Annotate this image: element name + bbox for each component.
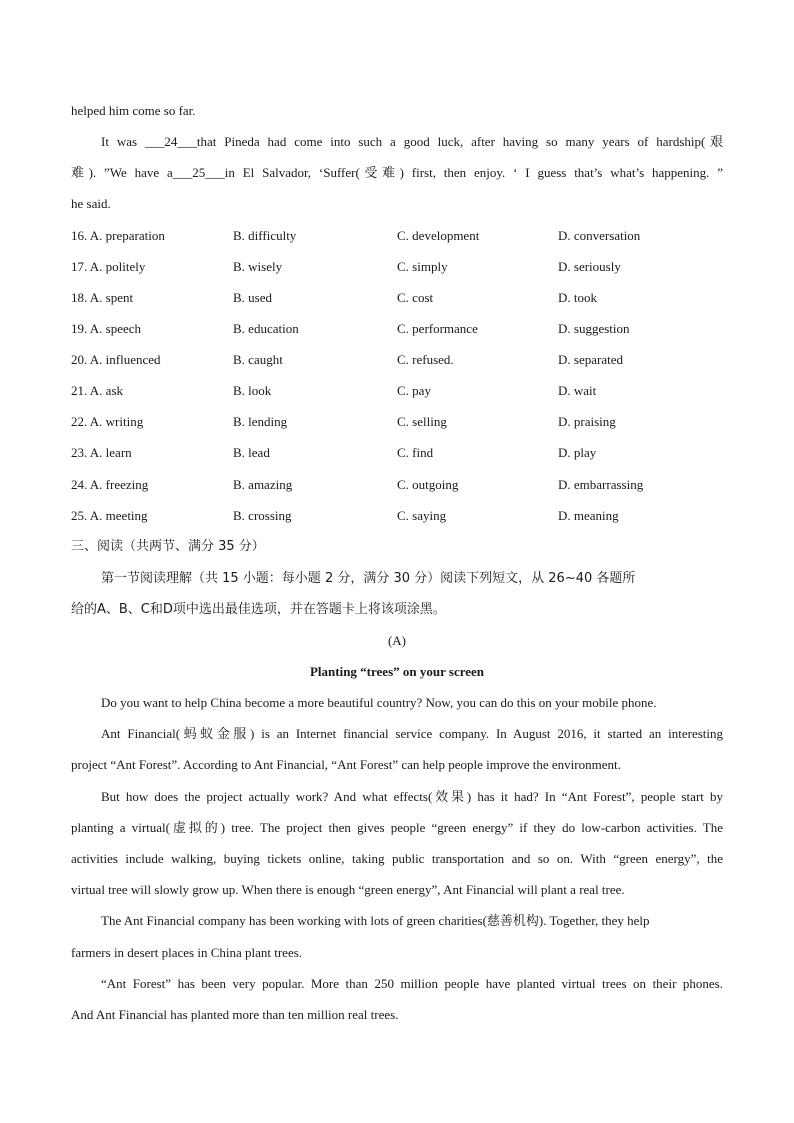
- article-line: farmers in desert places in China plant trees.: [71, 945, 303, 960]
- option-a: 16. A. preparation: [71, 228, 165, 243]
- option-b: B. crossing: [233, 508, 292, 523]
- option-a: 20. A. influenced: [71, 352, 161, 367]
- option-a: 21. A. ask: [71, 383, 123, 398]
- question-row: [71, 414, 731, 430]
- option-b: B. used: [233, 290, 272, 305]
- passage-line: It was ___24___that Pineda had come into such a good luck, after having so many years of hardship(艰: [101, 134, 723, 149]
- option-b: B. difficulty: [233, 228, 297, 243]
- option-b: B. look: [233, 383, 272, 398]
- question-row: [71, 290, 731, 306]
- article-line: But how does the project actually work? And what effects(效果) has it had? In “Ant Forest”, people start by: [101, 789, 723, 804]
- passage-line: helped him come so far.: [71, 103, 196, 118]
- option-d: D. suggestion: [558, 321, 630, 336]
- question-row: [71, 259, 731, 275]
- option-a: 18. A. spent: [71, 290, 134, 305]
- option-c: C. outgoing: [397, 477, 459, 492]
- option-a: 24. A. freezing: [71, 477, 149, 492]
- article-line: “Ant Forest” has been very popular. More than 250 million people have planted virtual trees on their phones.: [101, 976, 723, 991]
- option-a: 19. A. speech: [71, 321, 142, 336]
- article-title: Planting “trees” on your screen: [309, 664, 485, 679]
- option-d: D. meaning: [558, 508, 619, 523]
- option-d: D. conversation: [558, 228, 641, 243]
- option-b: B. education: [233, 321, 299, 336]
- question-row: [71, 383, 731, 399]
- article-label: (A): [387, 633, 407, 648]
- option-c: C. cost: [397, 290, 434, 305]
- article-line: And Ant Financial has planted more than ten million real trees.: [71, 1007, 399, 1022]
- article-line: virtual tree will slowly grow up. When there is enough “green energy”, Ant Financial will plant a real tree.: [71, 882, 625, 897]
- option-c: C. selling: [397, 414, 447, 429]
- option-c: C. simply: [397, 259, 448, 274]
- article-line: Ant Financial(蚂蚁金服) is an Internet financial service company. In August 2016, it started an interesting: [101, 726, 723, 741]
- section-heading: 三、阅读（共两节、满分 35 分）: [71, 539, 265, 554]
- question-row: [71, 228, 731, 244]
- article-line: activities include walking, buying tickets online, taking public transportation and so on. With “green energy”, the: [71, 851, 723, 866]
- option-b: B. wisely: [233, 259, 283, 274]
- option-d: D. praising: [558, 414, 616, 429]
- passage-line: he said.: [71, 196, 111, 211]
- option-a: 17. A. politely: [71, 259, 146, 274]
- option-d: D. play: [558, 445, 597, 460]
- article-line: project “Ant Forest”. According to Ant Financial, “Ant Forest” can help people improve the environment.: [71, 757, 621, 772]
- section-instruction: 给的A、B、C和D项中选出最佳选项，并在答题卡上将该项涂黑。: [71, 602, 446, 617]
- option-d: D. took: [558, 290, 597, 305]
- article-line: The Ant Financial company has been working with lots of green charities(慈善机构). Together, they help: [101, 913, 650, 928]
- article-line: Do you want to help China become a more beautiful country? Now, you can do this on your mobile phone.: [101, 695, 657, 710]
- article-line: planting a virtual(虚拟的) tree. The project then gives people “green energy” if they do low-carbon activities. The: [71, 820, 723, 835]
- option-c: C. refused.: [397, 352, 454, 367]
- option-a: 25. A. meeting: [71, 508, 148, 523]
- option-b: B. lending: [233, 414, 288, 429]
- option-d: D. separated: [558, 352, 623, 367]
- question-row: [71, 352, 731, 368]
- option-a: 22. A. writing: [71, 414, 144, 429]
- question-row: [71, 445, 731, 461]
- passage-line: 难). ”We have a___25___in El Salvador, ‘Suffer(受难) first, then enjoy. ‘ I guess that’s what’s happening. ”: [71, 165, 723, 180]
- option-a: 23. A. learn: [71, 445, 132, 460]
- option-c: C. pay: [397, 383, 431, 398]
- option-b: B. caught: [233, 352, 283, 367]
- option-d: D. embarrassing: [558, 477, 644, 492]
- question-row: [71, 508, 731, 524]
- section-instruction: 第一节阅读理解（共 15 小题：每小题 2 分，满分 30 分）阅读下列短文，从 26~40 各题所: [101, 571, 636, 586]
- option-b: B. lead: [233, 445, 270, 460]
- option-c: C. development: [397, 228, 480, 243]
- question-row: [71, 477, 731, 493]
- question-row: [71, 321, 731, 337]
- option-c: C. saying: [397, 508, 447, 523]
- option-c: C. performance: [397, 321, 478, 336]
- option-b: B. amazing: [233, 477, 293, 492]
- option-d: D. seriously: [558, 259, 621, 274]
- option-c: C. find: [397, 445, 434, 460]
- option-d: D. wait: [558, 383, 597, 398]
